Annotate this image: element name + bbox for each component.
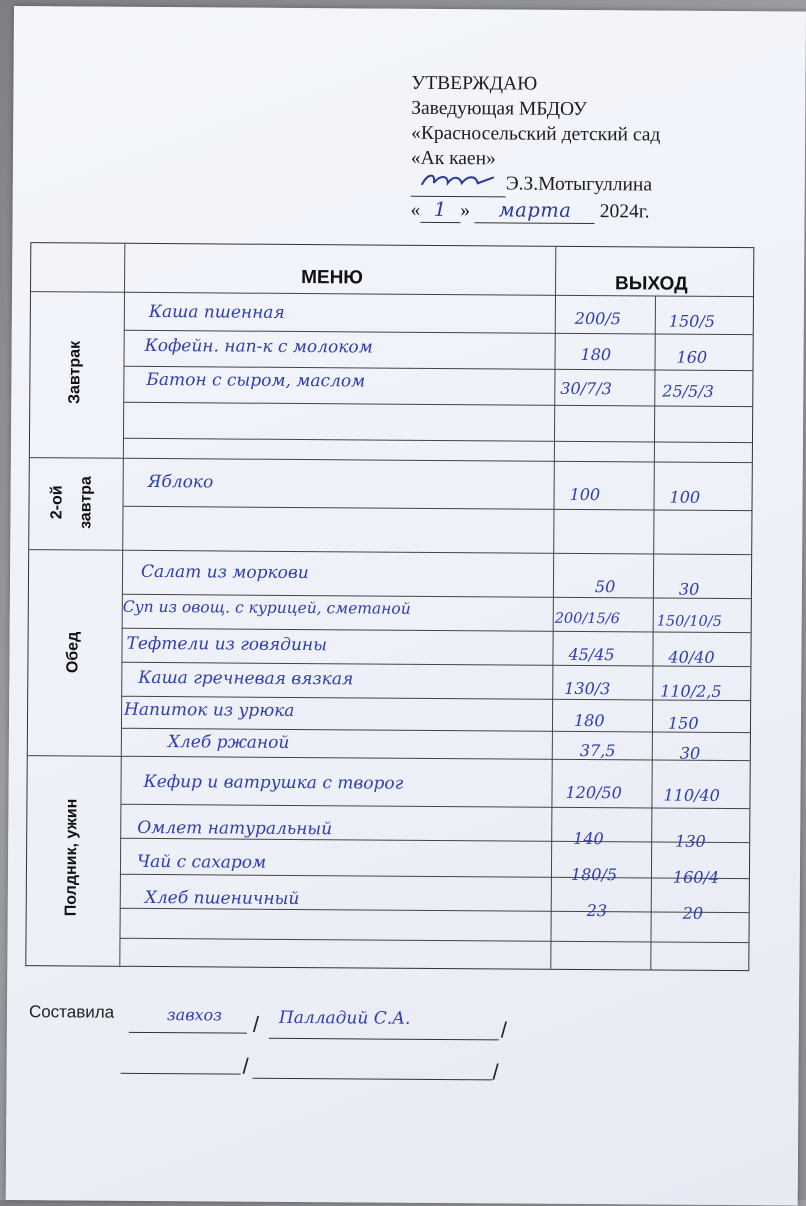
date-open-quote: « <box>410 199 421 221</box>
output1-row-3: 30/7/3 <box>560 378 612 399</box>
output2-row-13: 160/4 <box>672 867 720 887</box>
output1-row-9: 180 <box>573 710 605 731</box>
dish-row-13: Чай с сахаром <box>136 851 267 873</box>
section-snack-dinner: Полдник, ужин <box>62 798 81 917</box>
output1-row-8: 130/3 <box>564 678 611 699</box>
dish-row-3: Батон с сыром, маслом <box>146 369 366 392</box>
output1-row-7: 45/45 <box>568 644 615 665</box>
date-close-quote: » <box>460 200 471 222</box>
output2-row-3: 25/5/3 <box>662 381 714 401</box>
header-output: ВЫХОД <box>615 273 688 295</box>
footer-role: завхоз <box>166 1005 222 1025</box>
name-underline <box>269 1038 499 1041</box>
output2-row-5: 30 <box>678 579 700 599</box>
role-underline <box>129 1032 247 1034</box>
menu-table <box>25 242 754 971</box>
output1-row-2: 180 <box>580 344 612 365</box>
section-breakfast: Завтрак <box>66 340 84 405</box>
output1-row-5: 50 <box>594 577 616 597</box>
output2-row-6: 150/10/5 <box>656 613 722 630</box>
date-day: 1 <box>420 197 460 223</box>
output2-row-2: 160 <box>676 347 708 367</box>
footer-slash-4: / <box>492 1059 499 1085</box>
footer-label: Составила <box>28 1002 115 1022</box>
date-year: 2024г. <box>599 201 650 223</box>
dish-row-5: Салат из моркови <box>140 561 309 584</box>
output1-row-1: 200/5 <box>574 308 622 329</box>
output1-row-10: 37,5 <box>579 740 616 761</box>
output2-row-7: 40/40 <box>668 647 715 667</box>
approval-org-line2: «Ак каен» <box>410 147 496 170</box>
section-second-breakfast-line1: 2-ой <box>48 485 66 520</box>
second-name-underline <box>253 1078 493 1081</box>
approval-date <box>410 197 659 225</box>
dish-row-7: Тефтели из говядины <box>126 633 328 656</box>
menu-sheet <box>6 6 806 1206</box>
approval-signer: Э.З.Мотыгуллина <box>505 173 653 196</box>
output1-row-12: 140 <box>573 828 604 849</box>
output2-row-8: 110/2,5 <box>660 681 722 701</box>
output2-row-11: 110/40 <box>663 785 720 805</box>
dish-row-9: Напиток из урюка <box>124 699 295 721</box>
dish-row-12: Омлет натуральный <box>137 817 333 840</box>
date-month: марта <box>475 197 595 224</box>
dish-row-10: Хлеб ржаной <box>167 732 290 753</box>
section-lunch: Обед <box>64 631 82 674</box>
dish-row-14: Хлеб пшеничный <box>144 887 300 910</box>
output1-row-14: 23 <box>586 901 608 921</box>
dish-row-1: Каша пшенная <box>148 301 285 323</box>
dish-row-4: Яблоко <box>147 471 214 493</box>
dish-row-11: Кефир и ватрушка с творог <box>143 771 404 794</box>
approval-signature-line <box>411 171 660 199</box>
output2-row-1: 150/5 <box>668 311 715 331</box>
approval-title: УТВЕРЖДАЮ <box>411 72 538 95</box>
approval-org-line1: «Красносельский детский сад <box>411 122 661 146</box>
output2-row-10: 30 <box>679 743 701 763</box>
header-menu: МЕНЮ <box>301 267 364 289</box>
output1-row-11: 120/50 <box>565 782 622 803</box>
output1-row-4: 100 <box>569 484 601 505</box>
footer-slash-3: / <box>242 1053 249 1079</box>
output2-row-12: 130 <box>675 831 706 851</box>
output1-row-13: 180/5 <box>570 864 618 885</box>
output1-row-6: 200/15/6 <box>554 610 620 628</box>
section-second-breakfast-line2: завтра <box>77 476 95 529</box>
second-role-underline <box>121 1073 241 1075</box>
footer-slash-2: / <box>500 1017 508 1043</box>
output2-row-4: 100 <box>669 487 701 507</box>
output2-row-14: 20 <box>682 903 704 923</box>
approval-block <box>410 71 660 225</box>
dish-row-6: Суп из овощ. с курицей, сметаной <box>122 597 411 618</box>
footer-slash-1: / <box>252 1011 260 1037</box>
dish-row-8: Каша гречневая вязкая <box>138 667 354 690</box>
dish-row-2: Кофейн. нап-к с молоком <box>144 335 373 358</box>
output2-row-9: 150 <box>667 713 699 733</box>
footer-name: Палладий С.А. <box>278 1007 411 1029</box>
approval-position: Заведующая МБДОУ <box>411 97 587 121</box>
handwritten-signature <box>411 171 506 198</box>
